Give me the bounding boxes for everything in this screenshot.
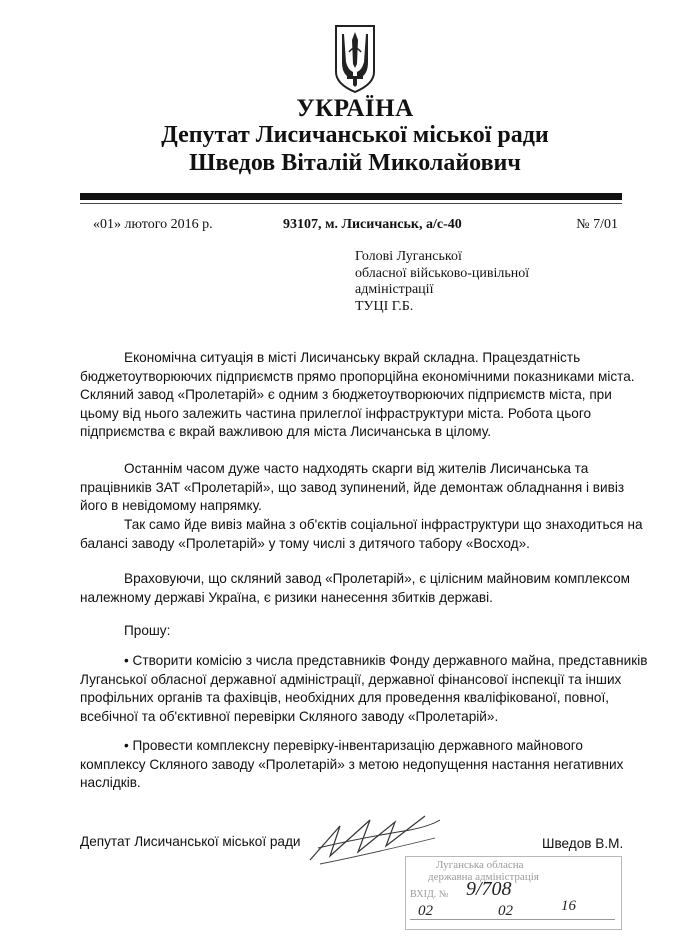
paragraph-state-risk — [80, 570, 631, 607]
text-line: профільних органів та фахівців, необхідних для проведення кваліфікованої, повної, — [80, 690, 610, 705]
paragraph-inventory-check — [80, 737, 625, 793]
recipient-line: Голові Луганської — [355, 249, 462, 264]
signatory-role: Депутат Лисичанської міської ради — [80, 834, 301, 849]
recipient-line: адміністрації — [355, 282, 434, 297]
signatory-name: Шведов В.М. — [542, 836, 624, 851]
stamp-text: ВХІД. № — [410, 889, 449, 900]
stamp-registration-number: 9/708 — [466, 878, 512, 900]
header-name: Шведов Віталій Миколайович — [189, 150, 521, 176]
text-line: його в невідомому напрямку. — [80, 498, 262, 513]
text-line: підприємства є вкрай важливою для міста Лисичанська в цілому. — [80, 424, 492, 439]
header-rule-thin — [80, 203, 622, 204]
registration-stamp — [405, 856, 622, 930]
header-title: Депутат Лисичанської міської ради — [161, 122, 549, 148]
text-line: всебічної та об'єктивної перевірки Скляного заводу «Пролетарій». — [80, 708, 499, 724]
text-line: балансі заводу «Пролетарій» у тому числі з дитячого табору «Восход». — [80, 535, 530, 551]
text-line: наслідків. — [80, 775, 141, 790]
text-line: працівників ЗАТ «Пролетарій», що завод зупинений, йде демонтаж обладнання і вивіз — [80, 479, 625, 495]
letter-date: «01» лютого 2016 р. — [93, 217, 213, 232]
stamp-day: 02 — [418, 903, 433, 919]
stamp-text: державна адміністрація — [428, 871, 539, 883]
recipient-block — [355, 249, 529, 315]
text-line: належному державі Україна, є ризики нанесення збитків державі. — [80, 589, 493, 605]
text-line: цьому від нього залежить частина прилеглої інфраструктури міста. Робота цього — [80, 405, 592, 421]
text-line: комплексу Скляного заводу «Пролетарій» з метою недопущення настання негативних — [80, 756, 624, 772]
stamp-underline — [410, 919, 615, 920]
text-line: Прошу: — [124, 623, 171, 638]
stamp-year: 16 — [561, 898, 576, 914]
stamp-text: Луганська обласна — [436, 859, 524, 871]
header-country: УКРАЇНА — [296, 95, 414, 122]
text-line: Враховуючи, що скляний завод «Пролетарій», є цілісним майновим комплексом — [124, 571, 631, 586]
letter-number: № 7/01 — [576, 217, 618, 232]
text-line: Так само йде вивіз майна з об'єктів соціальної інфраструктури що знаходиться на — [124, 517, 643, 532]
text-line: Останнім часом дуже часто надходять скарги від жителів Лисичанська та — [124, 461, 589, 476]
text-line: Економічна ситуація в місті Лисичанську вкрай складна. Працездатність — [124, 350, 581, 365]
text-line: • Провести комплексну перевірку-інвентаризацію державного майнового — [124, 738, 583, 753]
paragraph-complaints — [80, 460, 625, 516]
header-rule-thick — [80, 193, 622, 200]
text-line: Скляний завод «Пролетарій» є одним з бюджетоутворюючих підприємств міста, при — [80, 387, 612, 402]
text-line: • Створити комісію з числа представників Фонду державного майна, представників — [124, 653, 648, 668]
stamp-month: 02 — [498, 903, 513, 919]
letter-address: 93107, м. Лисичанськ, а/с-40 — [283, 217, 462, 232]
paragraph-property-removal — [80, 516, 643, 553]
recipient-line: обласної військово-цивільної — [355, 265, 530, 281]
text-line: Луганської обласної державної адміністрації, державної фінансової інспекції та інших — [80, 671, 622, 687]
paragraph-economic-situation — [80, 349, 635, 442]
recipient-line: ТУЦІ Г.Б. — [355, 298, 414, 314]
coat-of-arms-emblem — [330, 22, 380, 94]
paragraph-create-commission — [80, 652, 648, 726]
text-line: бюджетоутворюючих підприємств прямо пропорційна економічними показниками міста. — [80, 368, 635, 384]
paragraph-request — [80, 622, 625, 641]
